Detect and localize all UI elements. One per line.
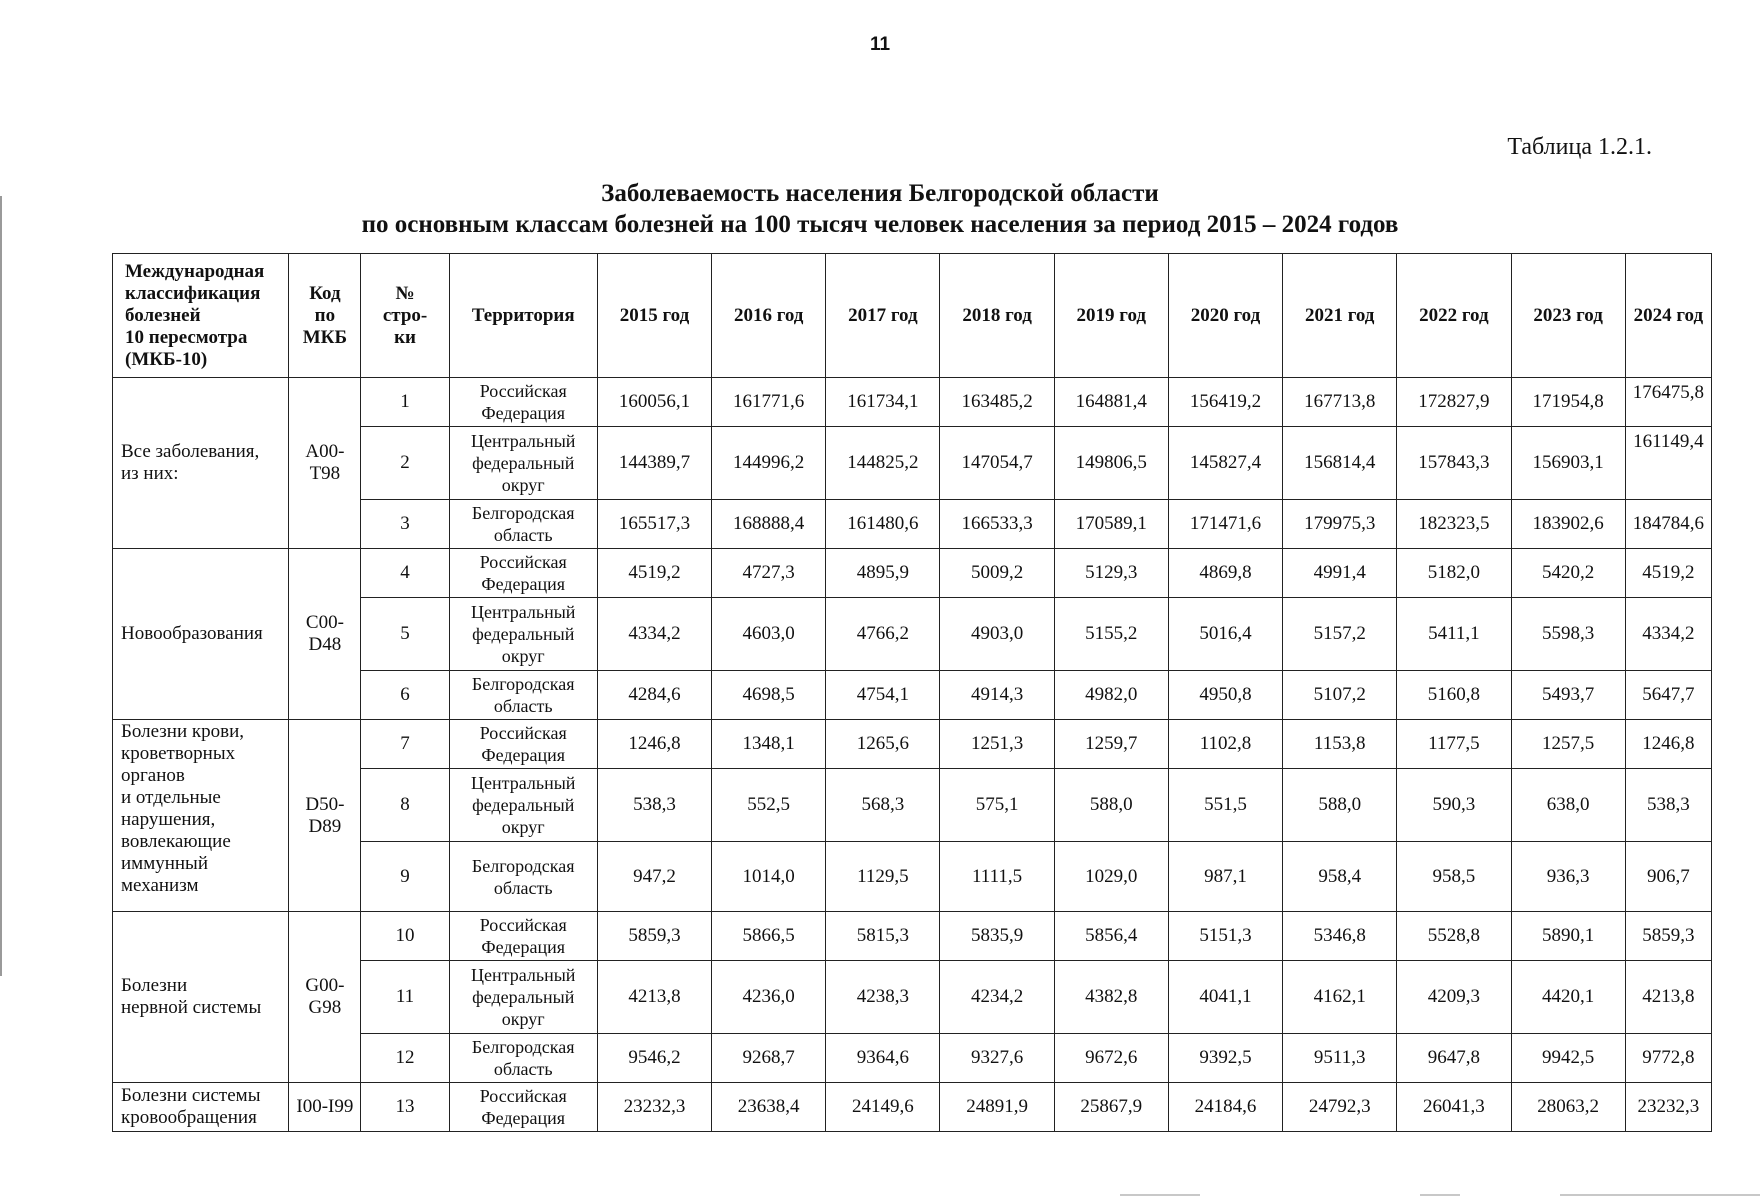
header-year: 2020 год — [1168, 254, 1282, 378]
value-cell: 161149,4 — [1625, 427, 1711, 500]
territory-cell: Белгородская область — [449, 1034, 597, 1083]
value-cell: 590,3 — [1397, 769, 1511, 842]
value-cell: 24184,6 — [1168, 1083, 1282, 1132]
value-cell: 538,3 — [597, 769, 711, 842]
value-cell: 5647,7 — [1625, 671, 1711, 720]
value-cell: 156419,2 — [1168, 378, 1282, 427]
value-cell: 28063,2 — [1511, 1083, 1625, 1132]
table-row — [113, 549, 1712, 598]
scan-margin-line — [0, 196, 2, 976]
value-cell: 9511,3 — [1283, 1034, 1397, 1083]
value-cell: 9327,6 — [940, 1034, 1054, 1083]
scan-artifact-line — [1420, 1194, 1460, 1196]
value-cell: 9647,8 — [1397, 1034, 1511, 1083]
header-year: 2021 год — [1283, 254, 1397, 378]
icd-code-cell: A00- T98 — [289, 378, 361, 549]
value-cell: 4420,1 — [1511, 961, 1625, 1034]
value-cell: 24891,9 — [940, 1083, 1054, 1132]
disease-class-cell: Новообразования — [113, 549, 289, 720]
value-cell: 551,5 — [1168, 769, 1282, 842]
territory-cell: Российская Федерация — [449, 912, 597, 961]
value-cell: 24792,3 — [1283, 1083, 1397, 1132]
value-cell: 4991,4 — [1283, 549, 1397, 598]
value-cell: 5182,0 — [1397, 549, 1511, 598]
value-cell: 4982,0 — [1054, 671, 1168, 720]
header-year: 2018 год — [940, 254, 1054, 378]
value-cell: 9546,2 — [597, 1034, 711, 1083]
scan-artifact-line — [1560, 1194, 1760, 1196]
value-cell: 5411,1 — [1397, 598, 1511, 671]
icd-code-cell: D50- D89 — [289, 720, 361, 912]
value-cell: 5160,8 — [1397, 671, 1511, 720]
value-cell: 163485,2 — [940, 378, 1054, 427]
value-cell: 4903,0 — [940, 598, 1054, 671]
value-cell: 147054,7 — [940, 427, 1054, 500]
value-cell: 4284,6 — [597, 671, 711, 720]
row-number: 5 — [361, 598, 449, 671]
header-year: 2016 год — [712, 254, 826, 378]
value-cell: 183902,6 — [1511, 500, 1625, 549]
value-cell: 5420,2 — [1511, 549, 1625, 598]
value-cell: 5835,9 — [940, 912, 1054, 961]
value-cell: 23638,4 — [712, 1083, 826, 1132]
value-cell: 5107,2 — [1283, 671, 1397, 720]
value-cell: 166533,3 — [940, 500, 1054, 549]
value-cell: 4334,2 — [597, 598, 711, 671]
value-cell: 9942,5 — [1511, 1034, 1625, 1083]
value-cell: 144996,2 — [712, 427, 826, 500]
row-number: 1 — [361, 378, 449, 427]
value-cell: 182323,5 — [1397, 500, 1511, 549]
value-cell: 4382,8 — [1054, 961, 1168, 1034]
value-cell: 4041,1 — [1168, 961, 1282, 1034]
value-cell: 1153,8 — [1283, 720, 1397, 769]
territory-cell: Белгородская область — [449, 671, 597, 720]
table-id: Таблица 1.2.1. — [1507, 134, 1652, 160]
value-cell: 149806,5 — [1054, 427, 1168, 500]
value-cell: 5856,4 — [1054, 912, 1168, 961]
value-cell: 4213,8 — [597, 961, 711, 1034]
value-cell: 987,1 — [1168, 842, 1282, 912]
value-cell: 9772,8 — [1625, 1034, 1711, 1083]
value-cell: 5155,2 — [1054, 598, 1168, 671]
value-cell: 157843,3 — [1397, 427, 1511, 500]
territory-cell: Белгородская область — [449, 500, 597, 549]
value-cell: 568,3 — [826, 769, 940, 842]
value-cell: 5157,2 — [1283, 598, 1397, 671]
value-cell: 5016,4 — [1168, 598, 1282, 671]
value-cell: 5866,5 — [712, 912, 826, 961]
value-cell: 184784,6 — [1625, 500, 1711, 549]
value-cell: 1246,8 — [1625, 720, 1711, 769]
header-year: 2019 год — [1054, 254, 1168, 378]
territory-cell: Центральный федеральный округ — [449, 961, 597, 1034]
value-cell: 24149,6 — [826, 1083, 940, 1132]
value-cell: 4162,1 — [1283, 961, 1397, 1034]
value-cell: 4914,3 — [940, 671, 1054, 720]
row-number: 4 — [361, 549, 449, 598]
territory-cell: Российская Федерация — [449, 378, 597, 427]
value-cell: 164881,4 — [1054, 378, 1168, 427]
icd-code-cell: G00- G98 — [289, 912, 361, 1083]
row-number: 7 — [361, 720, 449, 769]
value-cell: 5346,8 — [1283, 912, 1397, 961]
value-cell: 1129,5 — [826, 842, 940, 912]
title-line-1: Заболеваемость населения Белгородской области — [601, 180, 1159, 207]
value-cell: 4895,9 — [826, 549, 940, 598]
morbidity-table — [112, 253, 1712, 1132]
disease-class-cell: Болезни крови, кроветворных органов и отдельные нарушения, вовлекающие иммунный механизм — [113, 720, 289, 912]
value-cell: 5815,3 — [826, 912, 940, 961]
value-cell: 538,3 — [1625, 769, 1711, 842]
header-row-number: № стро- ки — [361, 254, 449, 378]
value-cell: 4234,2 — [940, 961, 1054, 1034]
value-cell: 23232,3 — [1625, 1083, 1711, 1132]
value-cell: 1265,6 — [826, 720, 940, 769]
value-cell: 947,2 — [597, 842, 711, 912]
value-cell: 161480,6 — [826, 500, 940, 549]
value-cell: 1029,0 — [1054, 842, 1168, 912]
value-cell: 161734,1 — [826, 378, 940, 427]
table-row — [113, 1083, 1712, 1132]
value-cell: 25867,9 — [1054, 1083, 1168, 1132]
value-cell: 145827,4 — [1168, 427, 1282, 500]
value-cell: 167713,8 — [1283, 378, 1397, 427]
value-cell: 179975,3 — [1283, 500, 1397, 549]
icd-code-cell: C00- D48 — [289, 549, 361, 720]
header-year: 2024 год — [1625, 254, 1711, 378]
value-cell: 23232,3 — [597, 1083, 711, 1132]
value-cell: 144389,7 — [597, 427, 711, 500]
territory-cell: Российская Федерация — [449, 549, 597, 598]
value-cell: 4950,8 — [1168, 671, 1282, 720]
value-cell: 4213,8 — [1625, 961, 1711, 1034]
territory-cell: Белгородская область — [449, 842, 597, 912]
value-cell: 1177,5 — [1397, 720, 1511, 769]
value-cell: 638,0 — [1511, 769, 1625, 842]
value-cell: 5151,3 — [1168, 912, 1282, 961]
row-number: 3 — [361, 500, 449, 549]
table-row — [113, 720, 1712, 769]
value-cell: 4603,0 — [712, 598, 826, 671]
header-year: 2023 год — [1511, 254, 1625, 378]
value-cell: 161771,6 — [712, 378, 826, 427]
header-classification: Международная классификация болезней 10 пересмотра (МКБ-10) — [113, 254, 289, 378]
value-cell: 144825,2 — [826, 427, 940, 500]
value-cell: 4209,3 — [1397, 961, 1511, 1034]
row-number: 8 — [361, 769, 449, 842]
value-cell: 4698,5 — [712, 671, 826, 720]
table-row — [113, 912, 1712, 961]
value-cell: 160056,1 — [597, 378, 711, 427]
value-cell: 4334,2 — [1625, 598, 1711, 671]
value-cell: 588,0 — [1283, 769, 1397, 842]
territory-cell: Российская Федерация — [449, 1083, 597, 1132]
row-number: 9 — [361, 842, 449, 912]
value-cell: 172827,9 — [1397, 378, 1511, 427]
icd-code-cell: I00-I99 — [289, 1083, 361, 1132]
value-cell: 1102,8 — [1168, 720, 1282, 769]
value-cell: 171471,6 — [1168, 500, 1282, 549]
value-cell: 906,7 — [1625, 842, 1711, 912]
table-header-row — [113, 254, 1712, 378]
value-cell: 1014,0 — [712, 842, 826, 912]
value-cell: 5598,3 — [1511, 598, 1625, 671]
document-title — [0, 178, 1760, 240]
value-cell: 958,5 — [1397, 842, 1511, 912]
value-cell: 1257,5 — [1511, 720, 1625, 769]
value-cell: 5493,7 — [1511, 671, 1625, 720]
header-territory: Территория — [449, 254, 597, 378]
value-cell: 5890,1 — [1511, 912, 1625, 961]
territory-cell: Российская Федерация — [449, 720, 597, 769]
row-number: 6 — [361, 671, 449, 720]
header-year: 2017 год — [826, 254, 940, 378]
value-cell: 170589,1 — [1054, 500, 1168, 549]
value-cell: 4766,2 — [826, 598, 940, 671]
value-cell: 1259,7 — [1054, 720, 1168, 769]
value-cell: 1251,3 — [940, 720, 1054, 769]
header-code: Код по МКБ — [289, 254, 361, 378]
value-cell: 9364,6 — [826, 1034, 940, 1083]
row-number: 11 — [361, 961, 449, 1034]
value-cell: 4236,0 — [712, 961, 826, 1034]
row-number: 2 — [361, 427, 449, 500]
territory-cell: Центральный федеральный округ — [449, 769, 597, 842]
value-cell: 5859,3 — [597, 912, 711, 961]
header-year: 2015 год — [597, 254, 711, 378]
value-cell: 9392,5 — [1168, 1034, 1282, 1083]
value-cell: 5009,2 — [940, 549, 1054, 598]
value-cell: 1246,8 — [597, 720, 711, 769]
value-cell: 4519,2 — [597, 549, 711, 598]
value-cell: 4519,2 — [1625, 549, 1711, 598]
value-cell: 5129,3 — [1054, 549, 1168, 598]
value-cell: 156814,4 — [1283, 427, 1397, 500]
value-cell: 4238,3 — [826, 961, 940, 1034]
value-cell: 4727,3 — [712, 549, 826, 598]
disease-class-cell: Болезни системы кровообращения — [113, 1083, 289, 1132]
value-cell: 5859,3 — [1625, 912, 1711, 961]
row-number: 13 — [361, 1083, 449, 1132]
value-cell: 575,1 — [940, 769, 1054, 842]
scan-artifact-line — [1120, 1194, 1200, 1196]
header-year: 2022 год — [1397, 254, 1511, 378]
table-row — [113, 378, 1712, 427]
value-cell: 552,5 — [712, 769, 826, 842]
value-cell: 4869,8 — [1168, 549, 1282, 598]
value-cell: 5528,8 — [1397, 912, 1511, 961]
value-cell: 168888,4 — [712, 500, 826, 549]
value-cell: 9672,6 — [1054, 1034, 1168, 1083]
value-cell: 176475,8 — [1625, 378, 1711, 427]
value-cell: 588,0 — [1054, 769, 1168, 842]
value-cell: 171954,8 — [1511, 378, 1625, 427]
territory-cell: Центральный федеральный округ — [449, 427, 597, 500]
value-cell: 165517,3 — [597, 500, 711, 549]
value-cell: 4754,1 — [826, 671, 940, 720]
page-number: 11 — [869, 34, 891, 55]
disease-class-cell: Все заболевания, из них: — [113, 378, 289, 549]
title-line-2: по основным классам болезней на 100 тысяч человек населения за период 2015 – 2024 годов — [361, 211, 1399, 238]
value-cell: 156903,1 — [1511, 427, 1625, 500]
row-number: 12 — [361, 1034, 449, 1083]
territory-cell: Центральный федеральный округ — [449, 598, 597, 671]
value-cell: 958,4 — [1283, 842, 1397, 912]
value-cell: 9268,7 — [712, 1034, 826, 1083]
value-cell: 1111,5 — [940, 842, 1054, 912]
value-cell: 26041,3 — [1397, 1083, 1511, 1132]
value-cell: 1348,1 — [712, 720, 826, 769]
value-cell: 936,3 — [1511, 842, 1625, 912]
row-number: 10 — [361, 912, 449, 961]
disease-class-cell: Болезни нервной системы — [113, 912, 289, 1083]
